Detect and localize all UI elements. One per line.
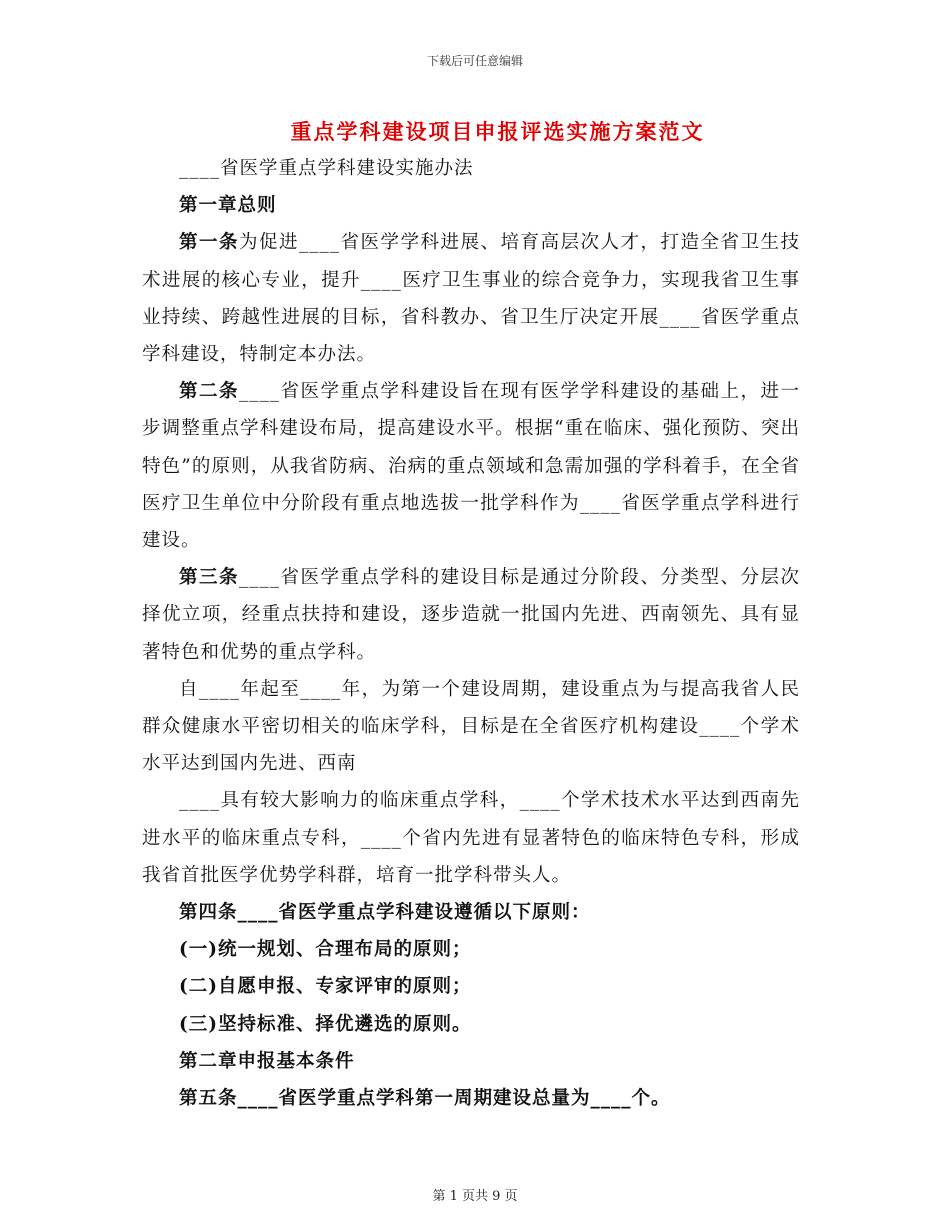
principle-item: (一)统一规划、合理布局的原则； bbox=[179, 939, 472, 961]
period-paragraph-continued: ____具有较大影响力的临床重点学科，____个学术技术水平达到西南先进水平的临床重点专科，____个省内先进有显著特色的临床特色专科，形成我省首批医学优势学科群，培育一批学科带头人。 bbox=[142, 790, 800, 886]
article-4: 第四条____省医学重点学科建设遵循以下原则： bbox=[179, 902, 591, 924]
article-2-text: ____省医学重点学科建设旨在现有医学学科建设的基础上，进一步调整重点学科建设布局，提高建设水平。根据“重在临床、强化预防、突出特色”的原则，从我省防病、治病的重点领域和急需加强的学科着手，在全省医疗卫生单位中分阶段有重点地选拔一批学科作为____省医学重点学科进行建设。 bbox=[142, 381, 800, 552]
article-3 bbox=[142, 559, 800, 671]
page-footer: 第 1 页共 9 页 bbox=[432, 1189, 518, 1204]
document-title: 重点学科建设项目申报评选实施方案范文 bbox=[290, 119, 705, 144]
article-5: 第五条____省医学重点学科第一周期建设总量为____个。 bbox=[179, 1088, 671, 1110]
article-1-text: 为促进____省医学学科进展、培育高层次人才，打造全省卫生技术进展的核心专业，提升____医疗卫生事业的综合竞争力，实现我省卫生事业持续、跨越性进展的目标，省科教办、省卫生厅决定开展____省医学重点学科建设，特制定本办法。 bbox=[142, 232, 800, 366]
chapter-2-heading: 第二章申报基本条件 bbox=[179, 1050, 355, 1072]
chapter-1-heading: 第一章总则 bbox=[179, 195, 277, 217]
period-paragraph: 自____年起至____年，为第一个建设周期，建设重点为与提高我省人民群众健康水平密切相关的临床学科，目标是在全省医疗机构建设____个学术水平达到国内先进、西南 bbox=[142, 678, 800, 775]
document-body bbox=[142, 150, 800, 1117]
article-2 bbox=[142, 373, 800, 559]
principle-item: (三)坚持标准、择优遴选的原则。 bbox=[179, 1013, 472, 1035]
article-1-label: 第一条 bbox=[179, 232, 239, 254]
article-3-label: 第三条 bbox=[179, 567, 239, 589]
article-3-text: ____省医学重点学科的建设目标是通过分阶段、分类型、分层次择优立项，经重点扶持和建设，逐步造就一批国内先进、西南领先、具有显著特色和优势的重点学科。 bbox=[142, 567, 800, 663]
page-header: 下载后可任意编辑 bbox=[426, 54, 523, 68]
article-2-label: 第二条 bbox=[179, 381, 239, 403]
subtitle: ____省医学重点学科建设实施办法 bbox=[179, 158, 474, 179]
article-1 bbox=[142, 224, 800, 373]
principle-item: (二)自愿申报、专家评审的原则； bbox=[179, 976, 472, 998]
